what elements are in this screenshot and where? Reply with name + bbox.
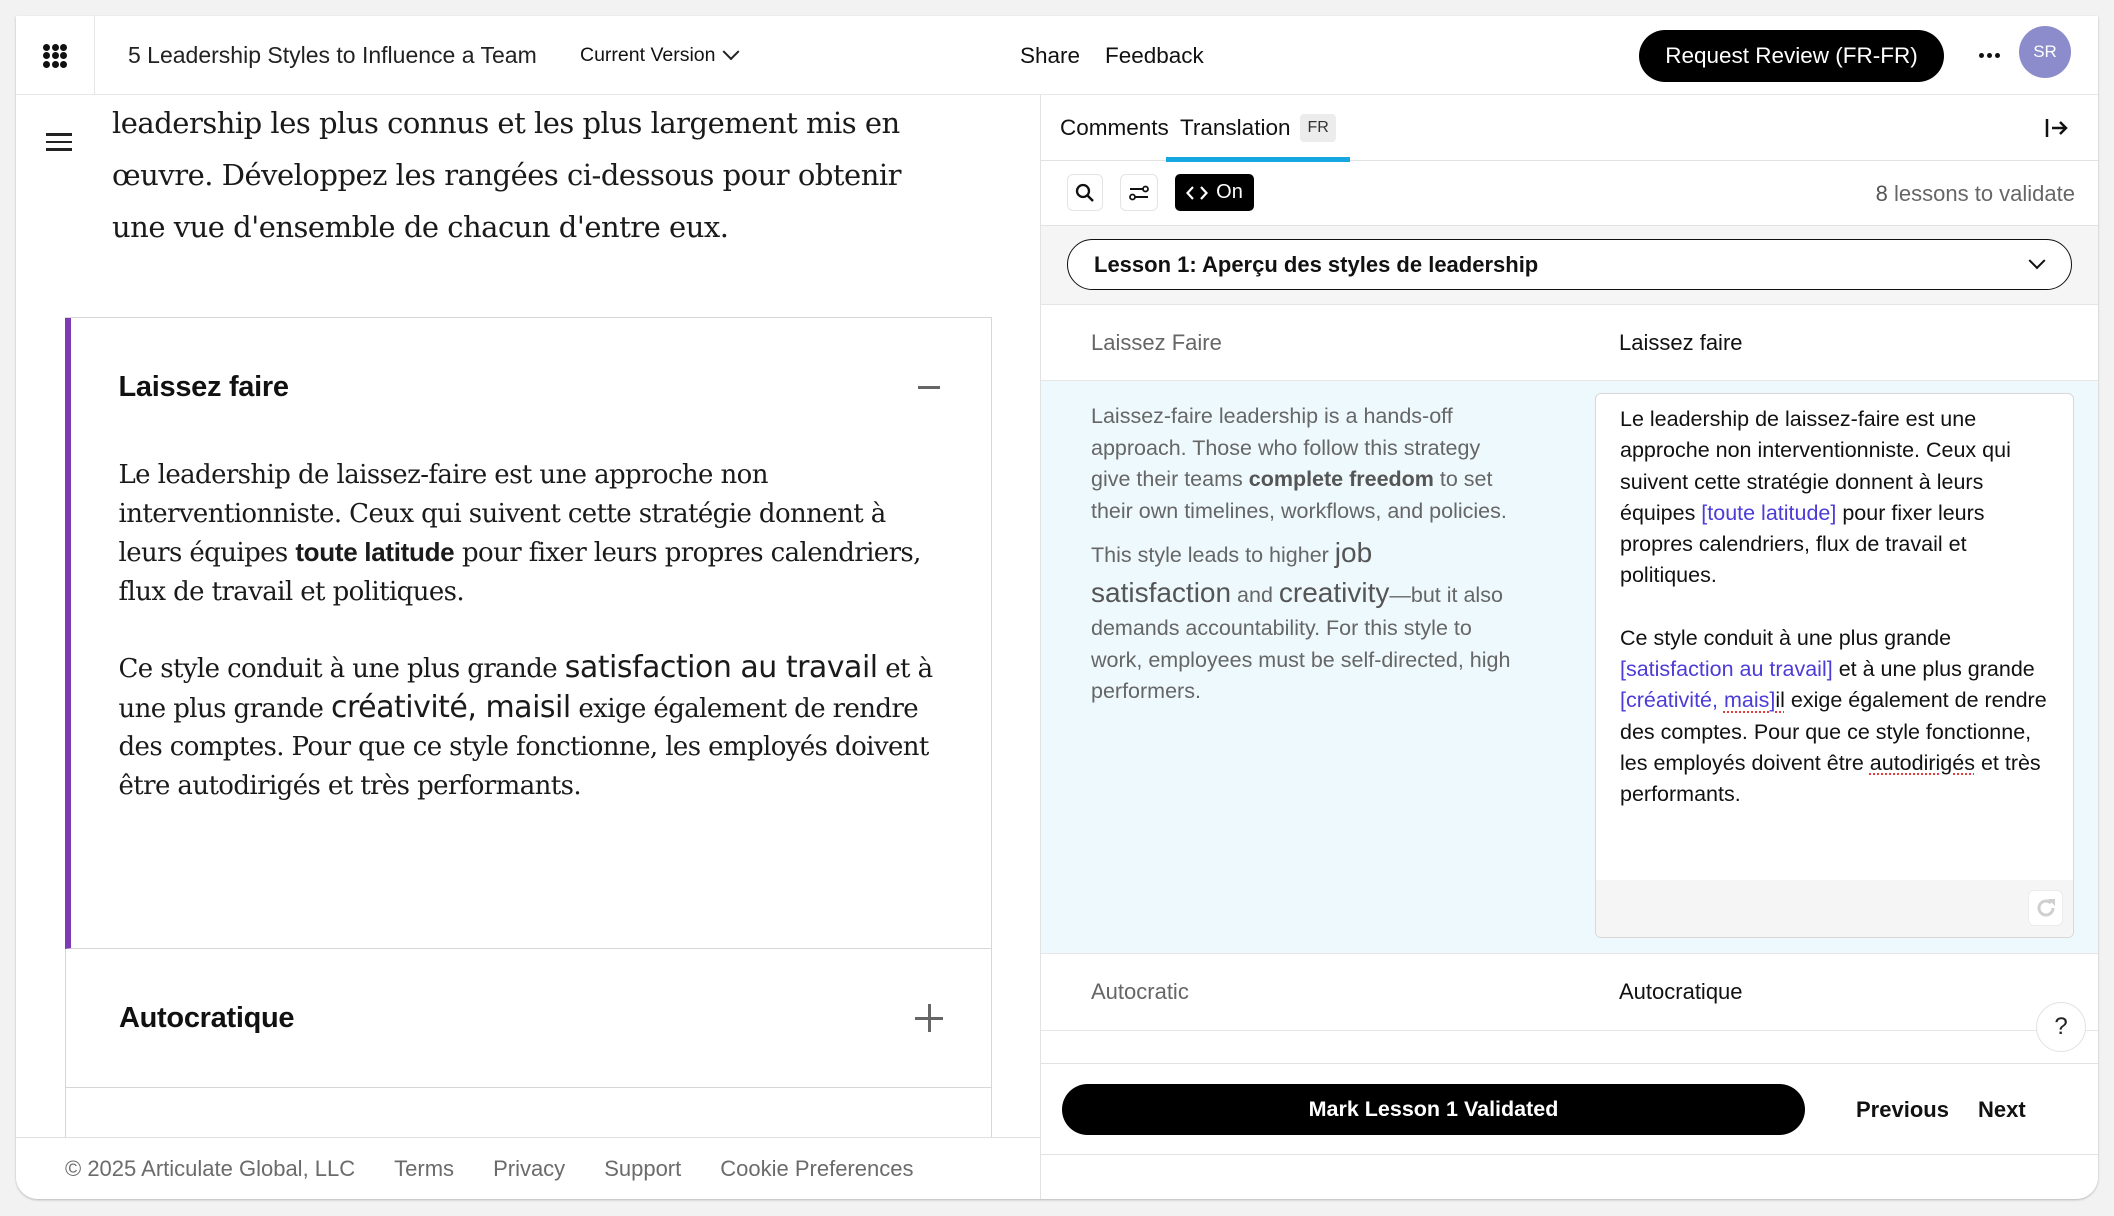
target-editor[interactable] [1595, 393, 2074, 938]
app-window [16, 16, 2098, 1199]
translation-row-active [1041, 381, 2098, 954]
validation-actions [1041, 1063, 2098, 1155]
spelling-error: mais [1723, 688, 1770, 713]
language-badge: FR [1300, 114, 1335, 142]
panel-tabs [1041, 95, 2098, 161]
version-label: Current Version [580, 44, 716, 66]
previous-button[interactable]: Previous [1856, 1097, 1949, 1122]
editor-footer [1596, 880, 2073, 937]
more-options-button[interactable] [1974, 42, 2004, 68]
minus-icon [915, 373, 943, 401]
code-toggle-button[interactable] [1175, 174, 1254, 211]
footer-link-support[interactable]: Support [604, 1155, 682, 1181]
tab-comments[interactable] [1060, 95, 1169, 161]
page-footer [16, 1137, 1040, 1199]
search-icon [1075, 183, 1095, 203]
accordion-body [71, 456, 992, 948]
accordion-title: Laissez faire [118, 370, 289, 403]
grid-icon [43, 44, 67, 68]
translation-toolbar [1041, 161, 2098, 226]
collapse-panel-icon [2043, 115, 2069, 141]
accordion-title: Autocratique [119, 1001, 295, 1034]
share-button[interactable]: Share [1020, 43, 1081, 68]
feedback-button[interactable]: Feedback [1105, 43, 1204, 68]
course-preview-pane [16, 95, 1040, 1137]
menu-button[interactable] [46, 133, 72, 153]
accordion-header[interactable] [71, 318, 992, 456]
reset-translation-button[interactable] [2028, 890, 2063, 926]
accordion-item-laissez-faire [65, 318, 992, 949]
body-paragraph: Le leadership de laissez-faire est une approche non interventionniste. Ceux qui suivent cette stratégie donnent à leurs équipes toute latitude pour fixer leurs propres calendriers, flux de travail et politiques. [118, 460, 921, 607]
translation-row[interactable] [1041, 305, 2098, 381]
help-button[interactable]: ? [2036, 1002, 2086, 1052]
target-text[interactable]: Laissez faire [1619, 330, 1743, 355]
plus-icon [915, 1004, 943, 1032]
footer-link-terms[interactable]: Terms [394, 1155, 455, 1181]
spelling-error: autodirigés [1869, 750, 1975, 775]
lesson-select[interactable] [1067, 239, 2072, 290]
source-text: Laissez-faire leadership is a hands-off approach. Those who follow this strategy give their teams complete freedom to set their own timelines, workflows, and policies. This style leads to higher job satisfaction and creativity—but it also demands accountability. For this style to work, employees must be self-directed, high performers. [1091, 404, 1511, 703]
lessons-to-validate: 8 lessons to validate [1875, 181, 2075, 206]
target-text-input[interactable]: Le leadership de laissez-faire est une approche non interventionniste. Ceux qui suivent cette stratégie donnent à leurs équipes [toute latitude] pour fixer leurs propres calendriers, flux de travail et politiques. Ce style conduit à une plus grande [satisfaction au travail] et à une plus grande [créativité, mais]il exige également de rendre des comptes. Pour que ce style fonctionne, les employés doivent être autodirigés et très performants. [1620, 407, 2047, 807]
chevron-down-icon [723, 43, 740, 60]
tab-translation[interactable] [1180, 95, 1336, 161]
accordion-item-autocratique [66, 949, 991, 1088]
accordion [65, 317, 992, 1137]
target-text[interactable]: Autocratique [1619, 979, 1743, 1004]
hamburger-icon [46, 133, 72, 136]
next-button[interactable]: Next [1978, 1097, 2026, 1122]
footer-link-privacy[interactable]: Privacy [493, 1155, 566, 1181]
copyright: © 2025 Articulate Global, LLC [65, 1155, 356, 1181]
translation-panel [1040, 95, 2098, 1199]
document-title: 5 Leadership Styles to Influence a Team [128, 42, 537, 68]
translation-rows [1041, 305, 2098, 1031]
search-button[interactable] [1067, 174, 1103, 211]
format-tag: [créativité, mais] [1620, 688, 1776, 713]
user-avatar[interactable]: SR [2019, 26, 2071, 78]
format-tag: [toute latitude] [1701, 500, 1837, 525]
translation-row[interactable] [1041, 954, 2098, 1031]
footer-link-cookie-preferences[interactable]: Cookie Preferences [720, 1155, 914, 1181]
chevron-down-icon [2029, 252, 2046, 269]
collapse-panel-button[interactable] [2043, 115, 2069, 141]
format-tag: [satisfaction au travail] [1620, 657, 1833, 682]
mark-validated-button[interactable]: Mark Lesson 1 Validated [1062, 1084, 1805, 1135]
tab-label: Comments [1060, 115, 1169, 140]
lesson-select-bar [1041, 226, 2098, 305]
intro-paragraph: leadership les plus connus et les plus largement mis en œuvre. Développez les rangées ci-dessous pour obtenir une vue d'ensemble de chacun d'entre eux. [112, 106, 902, 244]
accordion-header[interactable] [66, 949, 991, 1087]
spelling-error: il [1775, 688, 1785, 713]
tab-label: Translation [1180, 115, 1291, 140]
accordion-header[interactable] [66, 1088, 991, 1137]
body-paragraph: Ce style conduit à une plus grande satisfaction au travail et à une plus grande créativité, maisil exige également de rendre des comptes. Pour que ce style fonctionne, les employés doivent être autodirigés et très performants. [118, 650, 933, 801]
code-icon [1186, 185, 1208, 201]
apps-button[interactable] [16, 16, 95, 95]
refresh-icon [2034, 896, 2058, 920]
source-text: Autocratic [1091, 979, 1189, 1004]
accordion-item-democratique [66, 1088, 991, 1137]
code-toggle-label: On [1216, 181, 1243, 203]
version-dropdown[interactable] [580, 16, 737, 95]
request-review-button[interactable]: Request Review (FR-FR) [1639, 30, 1944, 82]
source-text: Laissez Faire [1091, 330, 1222, 355]
ellipsis-icon [1979, 53, 1984, 58]
sliders-icon [1128, 183, 1150, 203]
lesson-select-value: Lesson 1: Aperçu des styles de leadership [1094, 251, 1539, 277]
top-header [16, 16, 2098, 95]
filter-button[interactable] [1120, 174, 1158, 211]
